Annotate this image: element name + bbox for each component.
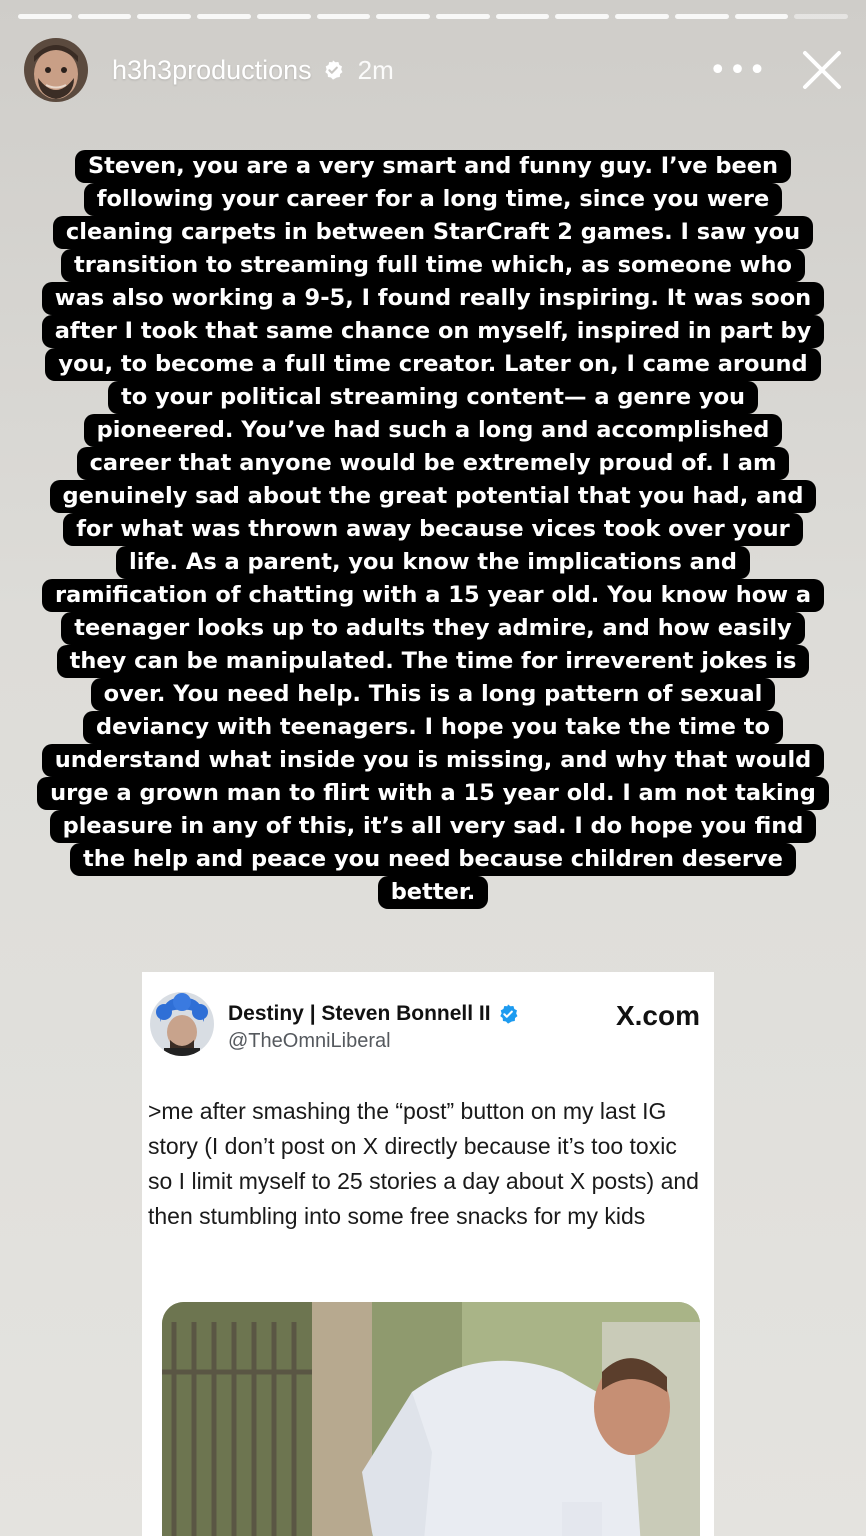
caption-line: was also working a 9-5, I found really inspiring. It was soon xyxy=(42,282,824,315)
caption-line: career that anyone would be extremely proud of. I am xyxy=(77,447,790,480)
profile-avatar[interactable] xyxy=(24,38,88,102)
embedded-x-post xyxy=(142,972,714,1536)
caption-line: pleasure in any of this, it’s all very sad. I do hope you find xyxy=(50,810,817,843)
post-header xyxy=(150,992,700,1062)
close-icon[interactable] xyxy=(800,48,844,92)
progress-segment xyxy=(675,14,729,19)
caption-line: deviancy with teenagers. I hope you take the time to xyxy=(83,711,783,744)
verified-badge-icon xyxy=(497,1003,519,1025)
caption-line: transition to streaming full time which, as someone who xyxy=(61,249,805,282)
story-username[interactable]: h3h3productions xyxy=(112,54,312,85)
story-timestamp: 2m xyxy=(357,54,394,85)
progress-segment xyxy=(257,14,311,19)
story-text-caption xyxy=(34,150,832,909)
progress-segment xyxy=(436,14,490,19)
progress-segment xyxy=(794,14,848,19)
caption-line: the help and peace you need because children deserve xyxy=(70,843,796,876)
post-author-name-row xyxy=(228,1002,519,1026)
progress-segment xyxy=(735,14,789,19)
progress-segment xyxy=(137,14,191,19)
caption-line: understand what inside you is missing, and why that would xyxy=(42,744,825,777)
caption-line: pioneered. You’ve had such a long and accomplished xyxy=(84,414,783,447)
progress-segment xyxy=(18,14,72,19)
caption-line: ramification of chatting with a 15 year old. You know how a xyxy=(42,579,824,612)
caption-line: life. As a parent, you know the implications and xyxy=(116,546,750,579)
post-author-avatar xyxy=(150,992,214,1056)
caption-line: over. You need help. This is a long pattern of sexual xyxy=(91,678,776,711)
caption-line: you, to become a full time creator. Later on, I came around xyxy=(45,348,820,381)
caption-line: Steven, you are a very smart and funny guy. I’ve been xyxy=(75,150,791,183)
caption-line: they can be manipulated. The time for irreverent jokes is xyxy=(57,645,810,678)
post-image xyxy=(162,1302,700,1536)
caption-line: cleaning carpets in between StarCraft 2 games. I saw you xyxy=(53,216,813,249)
post-text: >me after smashing the “post” button on my last IG story (I don’t post on X directly because it’s too toxic so I limit myself to 25 stories a day about X posts) and then stumbling into some free snacks for my kids xyxy=(148,1098,699,1229)
progress-segment xyxy=(317,14,371,19)
caption-line: following your career for a long time, since you were xyxy=(84,183,783,216)
progress-segment xyxy=(197,14,251,19)
caption-line: after I took that same chance on myself, inspired in part by xyxy=(42,315,825,348)
story-progress-bar xyxy=(18,14,848,19)
post-author-handle: @TheOmniLiberal xyxy=(228,1030,391,1052)
more-options-icon[interactable]: ••• xyxy=(708,52,768,88)
progress-segment xyxy=(615,14,669,19)
story-header xyxy=(24,38,844,102)
progress-segment xyxy=(78,14,132,19)
caption-line: to your political streaming content— a genre you xyxy=(108,381,758,414)
progress-segment xyxy=(555,14,609,19)
progress-segment xyxy=(496,14,550,19)
post-author-name: Destiny | Steven Bonnell II xyxy=(228,1002,491,1025)
progress-segment xyxy=(376,14,430,19)
caption-line: genuinely sad about the great potential that you had, and xyxy=(50,480,817,513)
caption-line: for what was thrown away because vices took over your xyxy=(63,513,803,546)
verified-badge-icon xyxy=(322,59,344,81)
caption-line: urge a grown man to flirt with a 15 year old. I am not taking xyxy=(37,777,829,810)
x-com-logo: X.com xyxy=(615,1000,700,1031)
caption-line: teenager looks up to adults they admire, and how easily xyxy=(61,612,804,645)
caption-line: better. xyxy=(378,876,489,909)
